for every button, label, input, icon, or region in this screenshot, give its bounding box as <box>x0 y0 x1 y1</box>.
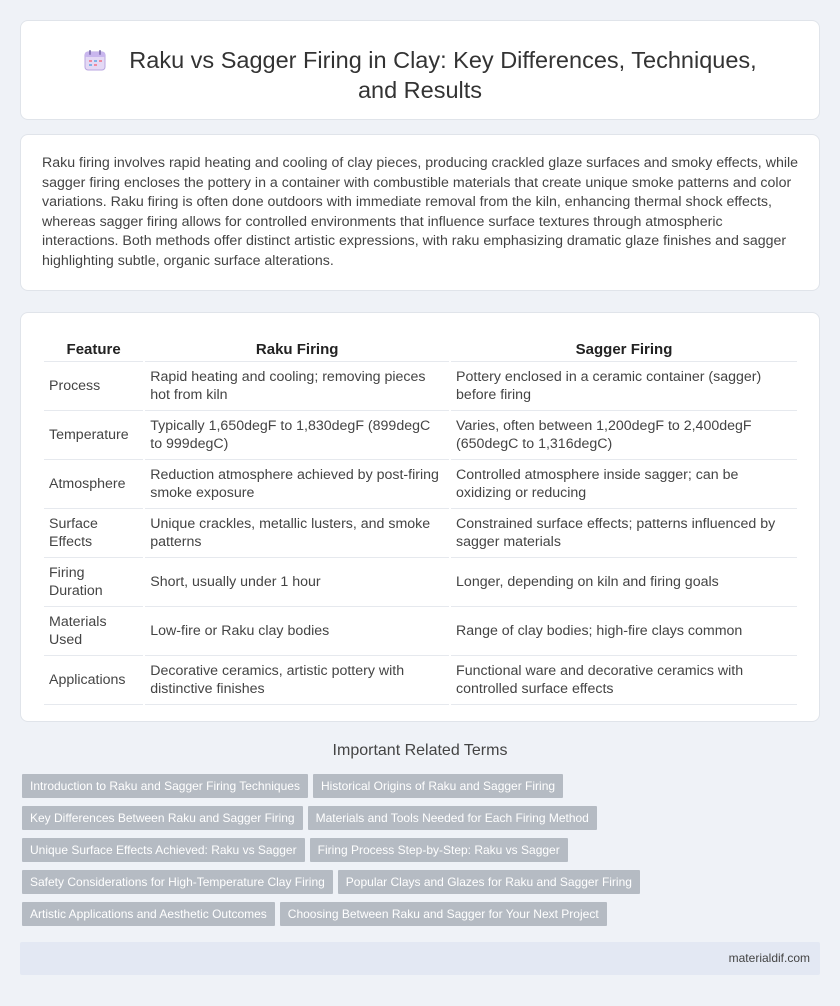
table-row <box>44 558 797 607</box>
table-header-row <box>44 334 797 362</box>
related-term-link[interactable]: Unique Surface Effects Achieved: Raku vs Sagger <box>22 838 305 862</box>
page-title: Raku vs Sagger Firing in Clay: Key Differences, Techniques, and Results <box>129 47 757 103</box>
comparison-table-card <box>20 312 820 722</box>
sagger-cell: Controlled atmosphere inside sagger; can be oxidizing or reducing <box>451 460 797 509</box>
feature-cell: Surface Effects <box>44 509 143 558</box>
related-term-link[interactable]: Popular Clays and Glazes for Raku and Sagger Firing <box>338 870 640 894</box>
related-term-link[interactable]: Firing Process Step-by-Step: Raku vs Sagger <box>310 838 568 862</box>
sagger-cell: Constrained surface effects; patterns influenced by sagger materials <box>451 509 797 558</box>
term-row <box>22 902 822 934</box>
feature-cell: Materials Used <box>44 607 143 656</box>
feature-cell: Temperature <box>44 411 143 460</box>
sagger-cell: Functional ware and decorative ceramics with controlled surface effects <box>451 656 797 705</box>
related-term-link[interactable]: Safety Considerations for High-Temperature Clay Firing <box>22 870 333 894</box>
feature-cell: Firing Duration <box>44 558 143 607</box>
raku-cell: Unique crackles, metallic lusters, and smoke patterns <box>145 509 449 558</box>
term-row <box>22 774 822 806</box>
sagger-cell: Pottery enclosed in a ceramic container (sagger) before firing <box>451 362 797 411</box>
table-row <box>44 607 797 656</box>
raku-cell: Typically 1,650degF to 1,830degF (899degC to 999degC) <box>145 411 449 460</box>
sagger-cell: Varies, often between 1,200degF to 2,400degF (650degC to 1,316degC) <box>451 411 797 460</box>
related-term-link[interactable]: Key Differences Between Raku and Sagger Firing <box>22 806 303 830</box>
header-feature: Feature <box>44 334 143 362</box>
related-term-link[interactable]: Artistic Applications and Aesthetic Outcomes <box>22 902 275 926</box>
summary-text: Raku firing involves rapid heating and cooling of clay pieces, producing crackled glaze surfaces and smoky effects, while sagger firing encloses the pottery in a container with combustible materials that create unique smoke patterns and color variations. Raku firing is often done outdoors with immediate removal from the kiln, enhancing thermal shock effects, whereas sagger firing allows for controlled environments that influence surface textures through atmospheric interactions. Both methods offer distinct artistic expressions, with raku emphasizing dramatic glaze finishes and sagger highlighting subtle, organic surface alterations. <box>42 155 799 269</box>
footer <box>20 942 820 975</box>
related-term-link[interactable]: Choosing Between Raku and Sagger for Your Next Project <box>280 902 607 926</box>
table-row <box>44 656 797 705</box>
table-row <box>44 362 797 411</box>
document-icon <box>83 49 107 71</box>
comparison-table <box>42 334 799 705</box>
table-row <box>44 411 797 460</box>
page-title-row <box>21 45 819 105</box>
related-term-link[interactable]: Historical Origins of Raku and Sagger Firing <box>313 774 563 798</box>
raku-cell: Short, usually under 1 hour <box>145 558 449 607</box>
related-terms-heading: Important Related Terms <box>332 742 508 759</box>
related-term-link[interactable]: Materials and Tools Needed for Each Firing Method <box>308 806 597 830</box>
sagger-cell: Range of clay bodies; high-fire clays common <box>451 607 797 656</box>
raku-cell: Rapid heating and cooling; removing pieces hot from kiln <box>145 362 449 411</box>
table-row <box>44 460 797 509</box>
raku-cell: Decorative ceramics, artistic pottery with distinctive finishes <box>145 656 449 705</box>
table-row <box>44 509 797 558</box>
term-row <box>22 838 822 870</box>
title-card <box>20 20 820 120</box>
feature-cell: Atmosphere <box>44 460 143 509</box>
term-row <box>22 806 822 838</box>
related-terms <box>22 774 822 934</box>
feature-cell: Applications <box>44 656 143 705</box>
related-term-link[interactable]: Introduction to Raku and Sagger Firing Techniques <box>22 774 308 798</box>
sagger-cell: Longer, depending on kiln and firing goals <box>451 558 797 607</box>
feature-cell: Process <box>44 362 143 411</box>
header-sagger: Sagger Firing <box>451 334 797 362</box>
footer-site-link[interactable]: materialdif.com <box>728 951 810 965</box>
term-row <box>22 870 822 902</box>
header-raku: Raku Firing <box>145 334 449 362</box>
raku-cell: Reduction atmosphere achieved by post-firing smoke exposure <box>145 460 449 509</box>
raku-cell: Low-fire or Raku clay bodies <box>145 607 449 656</box>
summary-card <box>20 134 820 291</box>
